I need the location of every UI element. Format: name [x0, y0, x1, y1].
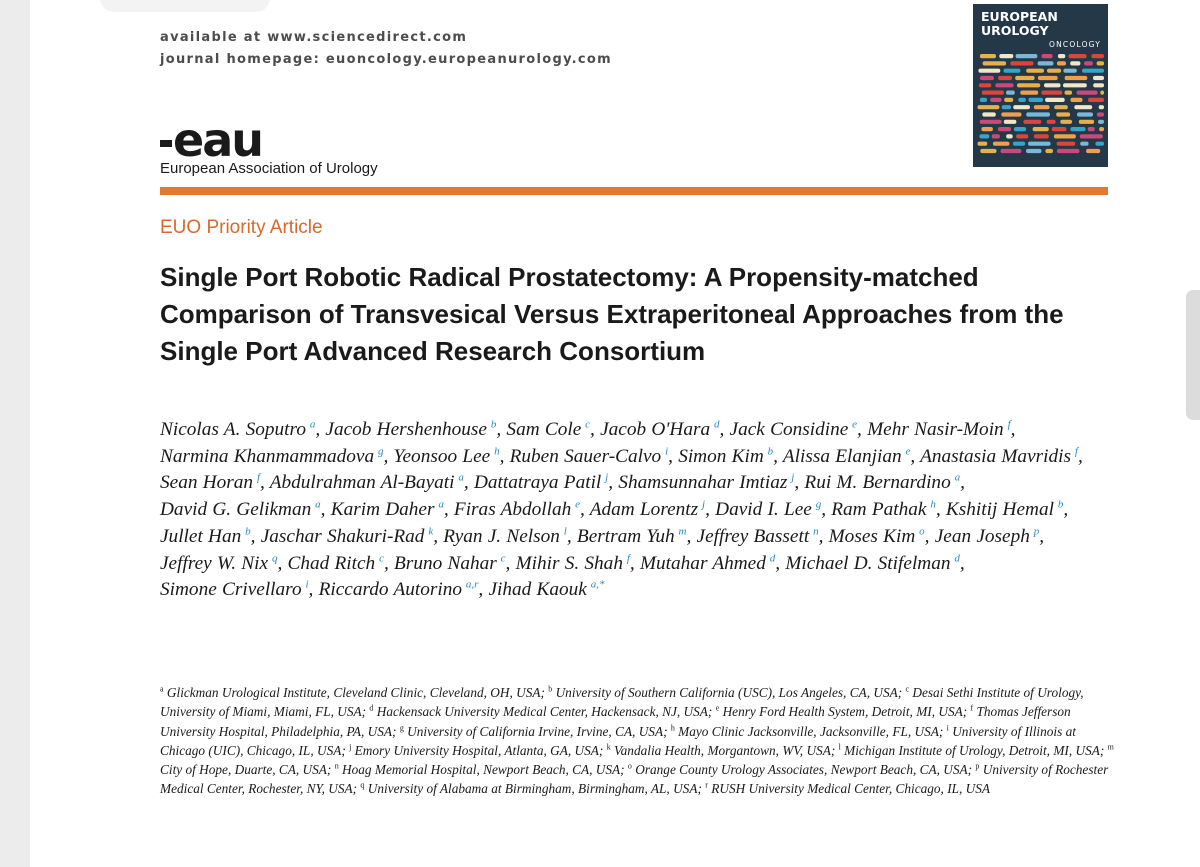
affiliation-text: Orange County Urology Associates, Newport Beach, CA, USA;	[635, 762, 973, 778]
cover-pattern-bar	[1077, 91, 1098, 95]
affiliation-key: d	[369, 703, 374, 713]
cover-pattern-bar	[1013, 105, 1030, 109]
author-item: Bertram Yuh $^m$,	[576, 525, 692, 547]
cover-pattern-bar	[1063, 83, 1087, 87]
cover-pattern-bar	[1034, 105, 1050, 109]
author-name: Ryan J. Nelson	[443, 525, 560, 547]
cover-pattern-bar	[1054, 105, 1068, 109]
cover-pattern-bar	[1080, 142, 1088, 146]
cover-pattern-bar	[992, 134, 1000, 138]
author-affiliation-mark: q	[271, 552, 278, 565]
author-item: Karim Daher $^a$,	[330, 498, 449, 521]
affiliation-text: Glickman Urological Institute, Cleveland Clinic, Cleveland, OH, USA;	[166, 685, 545, 700]
cover-pattern-bar	[1057, 61, 1066, 65]
author-name: Abdulrahman Al-Bayati	[269, 472, 455, 494]
cover-pattern-bar	[1074, 105, 1092, 109]
author-affiliation-mark: h	[494, 445, 500, 458]
affiliation-key: e	[715, 703, 720, 713]
cover-pattern-bar	[1077, 112, 1093, 116]
author-name: Bruno Nahar	[394, 552, 497, 574]
author-name: Yeonsoo Lee	[393, 445, 491, 467]
top-tab-shape	[100, 0, 270, 12]
author-name: Jack Considine	[729, 419, 849, 440]
author-item: Ryan J. Nelson $^l$,	[443, 525, 572, 547]
author-name: Anastasia Mavridis	[920, 445, 1071, 467]
cover-pattern-bar	[1093, 76, 1104, 80]
cover-pattern-bar	[1015, 76, 1034, 80]
affiliation-key: n	[334, 761, 339, 771]
cover-pattern-bar	[998, 76, 1012, 80]
cover-pattern-bar	[983, 61, 1007, 65]
author-item: Dattatraya Patil $^j$,	[473, 471, 614, 494]
affiliation-text: Mayo Clinic Jacksonville, Jacksonville, FL, USA;	[678, 723, 944, 739]
author-name: Ruben Sauer-Calvo	[509, 445, 662, 467]
affiliation-list	[160, 683, 1115, 799]
cover-pattern-bar	[982, 91, 1004, 95]
cover-pattern-bar	[978, 69, 1000, 73]
cover-pattern-bar	[978, 105, 1000, 109]
author-item: David G. Gelikman $^a$,	[160, 498, 326, 521]
article-type-label: EUO Priority Article	[160, 217, 323, 238]
author-affiliation-mark: h	[930, 498, 936, 511]
author-name: Rui M. Bernardino	[804, 472, 951, 494]
author-affiliation-mark: b	[490, 418, 497, 431]
cover-pattern-bar	[1086, 149, 1100, 153]
author-item: Yeonsoo Lee $^h$,	[393, 445, 505, 467]
header-orange-rule	[160, 187, 1108, 195]
author-affiliation-mark: e	[905, 445, 911, 458]
author-name: Jihad Kaouk	[488, 579, 587, 601]
cover-pattern-bar	[980, 76, 994, 80]
affiliation-key: b	[548, 684, 553, 694]
cover-pattern-bar	[1080, 134, 1103, 138]
author-item: Simone Crivellaro $^i$,	[160, 578, 314, 601]
cover-pattern-bar	[1038, 76, 1058, 80]
cover-pattern-bar	[1070, 61, 1080, 65]
author-affiliation-mark: d	[769, 552, 776, 565]
cover-pattern-bar	[1001, 149, 1022, 153]
author-name: Dattatraya Patil	[473, 472, 602, 494]
author-name: Nicolas A. Soputro	[160, 419, 306, 440]
author-name: Simon Kim	[678, 445, 764, 467]
author-item: Nicolas A. Soputro $^a$,	[160, 418, 321, 440]
cover-pattern-bar	[1004, 69, 1021, 73]
cover-title: EUROPEAN UROLOGY	[981, 9, 1058, 38]
cover-pattern-bar	[1065, 91, 1073, 95]
cover-pattern-bar	[1013, 142, 1025, 146]
cover-pattern-bar	[1069, 54, 1087, 58]
author-affiliation-mark: b	[767, 445, 774, 458]
author-item: Riccardo Autorino $^{a,r}$,	[318, 578, 484, 601]
author-affiliation-mark: e	[852, 418, 858, 431]
cover-pattern-bar	[995, 83, 1013, 87]
author-affiliation-mark: c	[500, 552, 506, 565]
cover-pattern-bar	[1004, 120, 1017, 124]
eau-logo-name: European Association of Urology	[160, 160, 378, 177]
cover-pattern-bar	[990, 98, 1001, 102]
author-item: Ram Pathak $^h$,	[831, 498, 941, 521]
author-name: Riccardo Autorino	[318, 579, 462, 601]
cover-pattern-bar	[1056, 112, 1070, 116]
author-item: Jacob Hershenhouse $^b$,	[325, 418, 502, 440]
author-affiliation-mark: j	[702, 498, 706, 511]
author-name: David I. Lee	[715, 499, 812, 521]
author-affiliation-mark: f	[1074, 445, 1078, 458]
author-item: Bruno Nahar $^c$,	[394, 552, 511, 574]
author-affiliation-mark: d	[954, 552, 960, 565]
cover-pattern-bar	[1018, 98, 1026, 102]
cover-pattern-bar	[1100, 91, 1104, 95]
cover-pattern-bar	[1047, 120, 1056, 124]
cover-subtitle: ONCOLOGY	[1049, 40, 1102, 49]
author-affiliation-mark: l	[563, 525, 567, 538]
cover-pattern-bar	[1041, 91, 1062, 95]
affiliation-key: r	[705, 781, 708, 791]
cover-pattern-bar	[1099, 105, 1104, 109]
author-name: Alissa Elanjian	[782, 445, 902, 467]
author-item: Adam Lorentz $^j$,	[589, 498, 710, 521]
affiliation-text: Hackensack University Medical Center, Hackensack, NJ, USA;	[376, 704, 713, 720]
cover-pattern-bar	[1084, 61, 1093, 65]
affiliation-key: a	[160, 684, 164, 694]
author-item: Jacob O'Hara $^d$,	[600, 418, 725, 440]
author-item: Jean Joseph $^p$,	[934, 525, 1045, 547]
author-name: Sean Horan	[160, 472, 254, 494]
author-item: Mihir S. Shah $^f$,	[515, 552, 635, 574]
cover-pattern-bar	[1045, 98, 1065, 102]
cover-pattern-bar	[982, 112, 996, 116]
cover-pattern-bar	[980, 98, 987, 102]
cover-pattern-bar	[1042, 54, 1053, 58]
cover-pattern-bar	[999, 54, 1013, 58]
cover-pattern-bar	[1006, 91, 1015, 95]
author-item: Jeffrey W. Nix $^q$,	[160, 552, 283, 574]
author-name: Kshitij Hemal	[945, 499, 1054, 521]
eau-logo	[160, 113, 378, 177]
cover-pattern-bar	[993, 142, 1010, 146]
author-affiliation-mark: f	[1007, 418, 1011, 431]
cover-pattern-bar	[1038, 61, 1054, 65]
author-name: Adam Lorentz	[589, 499, 699, 521]
cover-pattern-bar	[1020, 91, 1038, 95]
affiliation-text: Henry Ford Health System, Detroit, MI, USA;	[722, 704, 968, 720]
cover-pattern-bar	[1095, 142, 1104, 146]
affiliation-key: m	[1107, 742, 1114, 752]
cover-pattern-bar	[980, 149, 996, 153]
author-item: Kshitij Hemal $^b$,	[945, 498, 1069, 521]
author-item: Firas Abdollah $^e$,	[453, 498, 585, 521]
affiliation-text: University of California Irvine, Irvine, CA, USA;	[407, 723, 668, 739]
author-affiliation-mark: f	[256, 471, 260, 484]
cover-pattern-bar	[1026, 112, 1050, 116]
author-item: Mutahar Ahmed $^d$,	[639, 552, 781, 574]
author-name: Shamsunnahar Imtiaz	[618, 472, 788, 494]
author-item: Shamsunnahar Imtiaz $^j$,	[618, 471, 800, 494]
author-name: Jacob Hershenhouse	[325, 419, 487, 440]
affiliation-text: RUSH University Medical Center, Chicago, IL, USA	[711, 781, 991, 797]
author-name: Jacob O'Hara	[600, 419, 711, 440]
cover-pattern-bar	[1010, 61, 1033, 65]
author-name: Karim Daher	[330, 499, 435, 521]
affiliation-key: c	[905, 684, 910, 694]
affiliation-key: h	[670, 723, 675, 733]
affiliation-key: o	[627, 761, 632, 771]
affiliation-text: University of Rochester Medical Center, Rochester, NY, USA;	[160, 762, 1109, 797]
author-name: Jean Joseph	[934, 525, 1030, 547]
cover-pattern-bar	[1026, 149, 1042, 153]
cover-pattern-bar	[1006, 134, 1013, 138]
cover-pattern-bar	[1099, 127, 1104, 131]
author-item: Jullet Han $^b$,	[160, 525, 256, 547]
author-name: Jeffrey W. Nix	[160, 552, 269, 574]
cover-pattern-bar	[1017, 83, 1040, 87]
author-item: Mehr Nasir-Moin $^f$,	[867, 418, 1016, 440]
cover-pattern-bar	[1004, 98, 1013, 102]
author-name: Bertram Yuh	[576, 525, 675, 547]
affiliation-key: p	[975, 761, 980, 771]
cover-pattern-bar	[1033, 127, 1049, 131]
author-affiliation-mark: b	[245, 525, 251, 538]
author-name: Jullet Han	[160, 525, 242, 547]
affiliation-text: University of Alabama at Birmingham, Birmingham, AL, USA;	[367, 781, 702, 797]
cover-pattern-bar	[979, 83, 991, 87]
cover-pattern-bar	[1093, 83, 1104, 87]
affiliation-text: Thomas Jefferson University Hospital, Philadelphia, PA, USA;	[160, 704, 1071, 739]
cover-pattern-bar	[980, 120, 1002, 124]
author-affiliation-mark: a	[438, 498, 444, 511]
author-item: Chad Ritch $^c$,	[287, 552, 389, 574]
cover-pattern-bar	[1058, 54, 1065, 58]
author-item	[488, 579, 604, 600]
cover-pattern-bar	[1028, 142, 1051, 146]
cover-pattern-bar	[981, 127, 993, 131]
author-item: Rui M. Bernardino $^a$,	[804, 471, 965, 494]
affiliation-text: University of Southern California (USC), Los Angeles, CA, USA;	[555, 685, 903, 700]
author-affiliation-mark: e	[575, 498, 581, 511]
author-name: Michael D. Stifelman	[785, 552, 951, 574]
author-affiliation-mark: b	[1057, 498, 1064, 511]
scroll-indicator[interactable]	[1186, 290, 1200, 420]
author-affiliation-mark: a	[315, 498, 321, 511]
cover-pattern-bar	[1091, 54, 1104, 58]
cover-pattern-bar	[1045, 149, 1053, 153]
affiliation-key: i	[946, 723, 949, 733]
author-affiliation-mark: a,r	[465, 578, 479, 591]
cover-pattern-bar	[980, 54, 996, 58]
cover-pattern-bar	[1065, 76, 1088, 80]
cover-pattern-bar	[1052, 127, 1067, 131]
author-name: Moses Kim	[828, 525, 916, 547]
author-affiliation-mark: m	[678, 525, 687, 538]
cover-pattern-bar	[1001, 112, 1021, 116]
author-list	[160, 417, 1120, 604]
author-affiliation-mark: c	[379, 552, 384, 565]
author-affiliation-mark: j	[605, 471, 609, 484]
author-name: Simone Crivellaro	[160, 579, 302, 601]
cover-pattern-bar	[1082, 69, 1104, 73]
author-affiliation-mark: c	[585, 418, 591, 431]
cover-pattern-bar	[1047, 69, 1061, 73]
author-item: Abdulrahman Al-Bayati $^a$,	[269, 471, 469, 494]
author-affiliation-mark: o	[919, 525, 925, 538]
author-name: Jaschar Shakuri-Rad	[260, 525, 425, 547]
author-affiliation-mark: i	[665, 445, 669, 458]
cover-pattern-bar	[1088, 98, 1104, 102]
cover-pattern-bar	[979, 134, 989, 138]
affiliation-key: g	[399, 723, 404, 733]
cover-pattern-bar	[1088, 127, 1095, 131]
affiliation-text: University of Illinois at Chicago (UIC), Chicago, IL, USA;	[160, 723, 1076, 758]
author-item: Jack Considine $^e$,	[729, 418, 862, 440]
author-affiliation-mark: f	[626, 552, 630, 565]
affiliation-text: City of Hope, Duarte, CA, USA;	[160, 762, 332, 778]
author-affiliation-mark: i	[305, 578, 309, 591]
article-page	[30, 0, 1200, 867]
affiliation-text: Hoag Memorial Hospital, Newport Beach, CA, USA;	[342, 762, 625, 778]
author-item: David I. Lee $^g$,	[715, 498, 827, 521]
author-item: Simon Kim $^b$,	[678, 445, 778, 467]
cover-pattern-bar	[1026, 69, 1044, 73]
author-affiliation-mark: p	[1033, 525, 1040, 538]
affiliation-text: Desai Sethi Institute of Urology, University of Miami, Miami, FL, USA;	[160, 685, 1084, 720]
author-affiliation-mark: a	[954, 471, 961, 484]
cover-pattern-bar	[978, 142, 988, 146]
journal-cover-image	[973, 4, 1108, 167]
author-item: Sean Horan $^f$,	[160, 471, 265, 494]
cover-pattern-bar	[1002, 105, 1011, 109]
cover-pattern-bar	[1097, 61, 1104, 65]
author-item: Michael D. Stifelman $^d$,	[785, 552, 965, 574]
cover-pattern-bar	[1070, 98, 1082, 102]
author-affiliation-mark: n	[813, 525, 819, 538]
author-name: Mihir S. Shah	[515, 552, 623, 574]
author-item: Moses Kim $^o$,	[828, 525, 930, 547]
affiliation-text: Vandalia Health, Morgantown, WV, USA;	[614, 742, 836, 758]
affiliation-text: Emory University Hospital, Atlanta, GA, USA;	[354, 742, 604, 758]
author-item: Sam Cole $^c$,	[506, 418, 595, 440]
cover-pattern-bar	[998, 127, 1011, 131]
cover-pattern-bar	[1057, 142, 1076, 146]
cover-pattern-bar	[1016, 134, 1028, 138]
cover-pattern-bar	[1044, 83, 1061, 87]
affiliation-key: f	[970, 703, 974, 713]
author-affiliation-mark: d	[713, 418, 720, 431]
cover-pattern-bar	[1023, 120, 1041, 124]
author-name: Mutahar Ahmed	[639, 552, 766, 574]
author-item: Anastasia Mavridis $^f$,	[920, 445, 1083, 467]
author-item: Jaschar Shakuri-Rad $^k$,	[260, 525, 439, 547]
author-affiliation-mark: j	[791, 471, 795, 484]
sciencedirect-line: available at www.sciencedirect.com	[160, 30, 468, 45]
author-item: Alissa Elanjian $^e$,	[782, 445, 916, 467]
author-item: Ruben Sauer-Calvo $^i$,	[509, 445, 673, 467]
affiliation-text: Michigan Institute of Urology, Detroit, MI, USA;	[844, 742, 1105, 758]
author-affiliation-mark: k	[428, 525, 434, 538]
author-name: Mehr Nasir-Moin	[867, 419, 1004, 440]
author-item: Narmina Khanmammadova $^g$,	[160, 445, 389, 467]
affiliation-key: j	[349, 742, 352, 752]
author-name: Narmina Khanmammadova	[160, 445, 375, 467]
cover-pattern-bar	[1054, 134, 1076, 138]
author-name: Sam Cole	[506, 419, 582, 440]
cover-pattern-bar	[1057, 149, 1080, 153]
cover-pattern-bar	[1079, 120, 1094, 124]
author-name: Chad Ritch	[287, 552, 376, 574]
eau-logo-mark: eau	[160, 118, 378, 162]
author-name: Ram Pathak	[831, 499, 927, 521]
affiliation-key: l	[838, 742, 841, 752]
article-title: Single Port Robotic Radical Prostatectomy: A Propensity-matched Comparison of Transvesical Versus Extraperitoneal Approaches from the Single Port Advanced Research Consortium	[160, 262, 1064, 366]
cover-pattern-bar	[1016, 54, 1038, 58]
cover-pattern-bar	[1063, 69, 1076, 73]
cover-pattern-bar	[1034, 134, 1049, 138]
cover-pattern-bar	[1014, 127, 1026, 131]
cover-pattern-bar	[1097, 112, 1104, 116]
cover-pattern-bar	[1070, 127, 1085, 131]
journal-homepage-line: journal homepage: euoncology.europeanurology.com	[160, 52, 612, 67]
author-affiliation-mark: a	[458, 471, 464, 484]
author-item: Jeffrey Bassett $^n$,	[696, 525, 824, 547]
author-name: David G. Gelikman	[160, 499, 312, 521]
affiliation-key: k	[606, 742, 611, 752]
author-name: Jeffrey Bassett	[696, 525, 810, 547]
author-affiliation-mark: a,*	[590, 578, 605, 591]
author-affiliation-mark: g	[815, 498, 822, 511]
author-name: Firas Abdollah	[453, 499, 572, 521]
cover-pattern-bar	[1098, 120, 1104, 124]
author-affiliation-mark: a	[309, 418, 316, 431]
author-affiliation-mark: g	[377, 445, 384, 458]
cover-pattern-bar	[1060, 120, 1072, 124]
cover-pattern-bar	[1028, 98, 1043, 102]
affiliation-key: q	[360, 781, 365, 791]
